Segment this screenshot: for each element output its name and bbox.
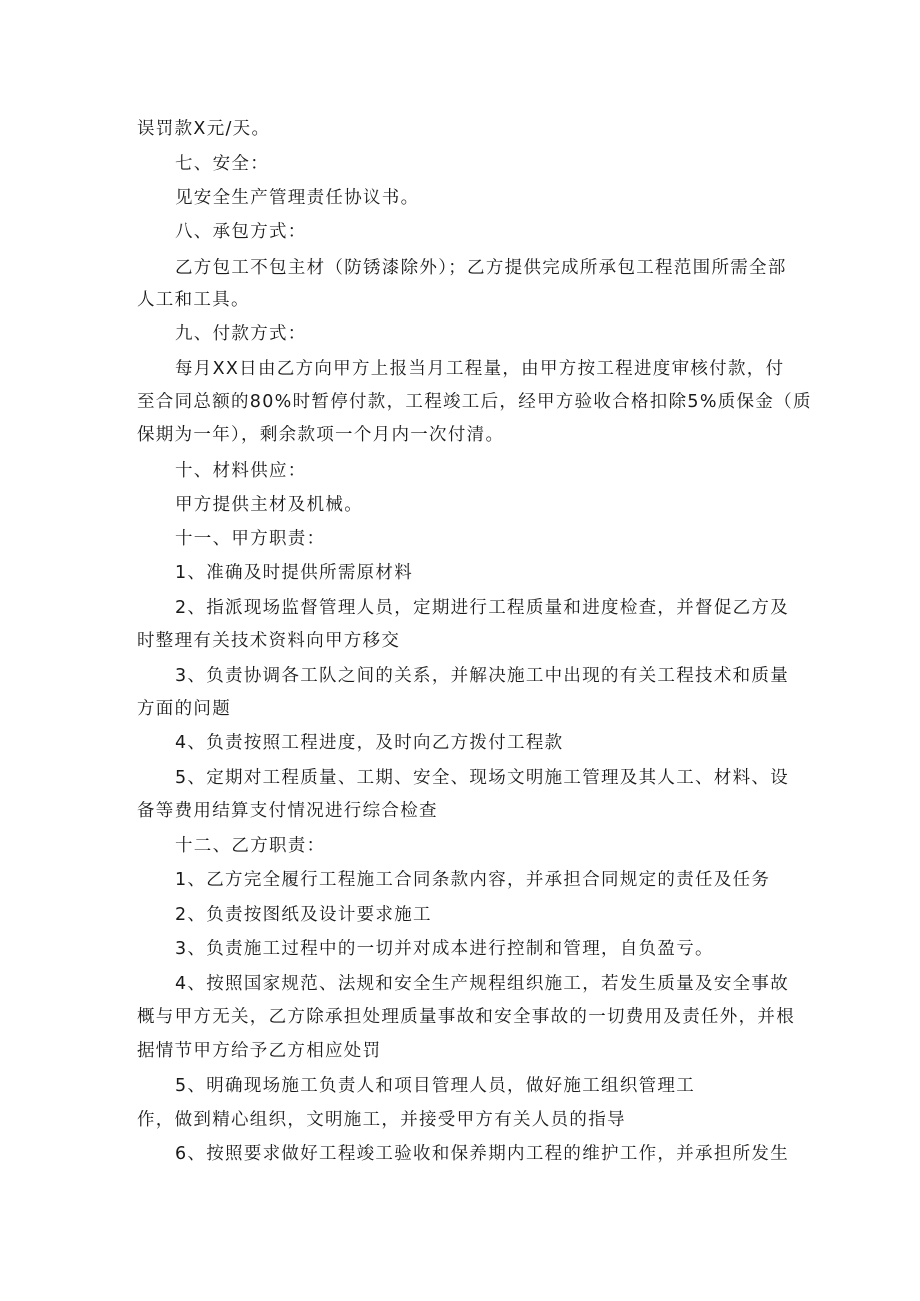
list-item: 5、定期对工程质量、工期、安全、现场文明施工管理及其人工、材料、设: [175, 768, 790, 788]
text-line: 据情节甲方给予乙方相应处罚: [137, 1041, 382, 1061]
section-heading: 十一、甲方职责：: [175, 529, 326, 549]
list-item: 3、负责施工过程中的一切并对成本进行控制和管理，自负盈亏。: [175, 939, 714, 959]
text-line: 时整理有关技术资料向甲方移交: [137, 631, 401, 651]
section-heading: 八、承包方式：: [175, 222, 307, 242]
list-item: 5、明确现场施工负责人和项目管理人员，做好施工组织管理工: [175, 1076, 696, 1096]
text-line: 人工和工具。: [137, 290, 250, 310]
text-line: 方面的问题: [137, 699, 231, 719]
text-line: 备等费用结算支付情况进行综合检查: [137, 801, 438, 821]
list-item: 4、负责按照工程进度，及时向乙方拨付工程款: [175, 733, 564, 753]
text-line: 概与甲方无关，乙方除承担处理质量事故和安全事故的一切费用及责任外，并根: [137, 1007, 795, 1027]
list-item: 2、负责按图纸及设计要求施工: [175, 905, 432, 925]
text-line: 见安全生产管理责任协议书。: [175, 188, 420, 208]
section-heading: 十二、乙方职责：: [175, 836, 326, 856]
list-item: 2、指派现场监督管理人员，定期进行工程质量和进度检查，并督促乙方及: [175, 598, 790, 618]
list-item: 3、负责协调各工队之间的关系，并解决施工中出现的有关工程技术和质量: [175, 666, 790, 686]
section-heading: 十、材料供应：: [175, 461, 307, 481]
list-item: 6、按照要求做好工程竣工验收和保养期内工程的维护工作，并承担所发生: [175, 1144, 790, 1164]
list-item: 1、乙方完全履行工程施工合同条款内容，并承担合同规定的责任及任务: [175, 870, 771, 890]
text-line: 误罚款X元/天。: [137, 119, 271, 139]
text-line: 至合同总额的80%时暂停付款，工程竣工后，经甲方验收合格扣除5%质保金（质: [137, 392, 812, 412]
list-item: 4、按照国家规范、法规和安全生产规程组织施工，若发生质量及安全事故: [175, 974, 790, 994]
text-line: 作，做到精心组织，文明施工，并接受甲方有关人员的指导: [137, 1110, 626, 1130]
text-line: 甲方提供主材及机械。: [175, 495, 363, 515]
section-heading: 九、付款方式：: [175, 324, 307, 344]
text-line: 乙方包工不包主材（防锈漆除外）；乙方提供完成所承包工程范围所需全部: [175, 258, 787, 278]
text-line: 每月XX日由乙方向甲方上报当月工程量，由甲方按工程进度审核付款，付: [175, 359, 785, 379]
list-item: 1、准确及时提供所需原材料: [175, 563, 414, 583]
section-heading: 七、安全：: [175, 154, 269, 174]
text-line: 保期为一年），剩余款项一个月内一次付清。: [137, 425, 505, 445]
